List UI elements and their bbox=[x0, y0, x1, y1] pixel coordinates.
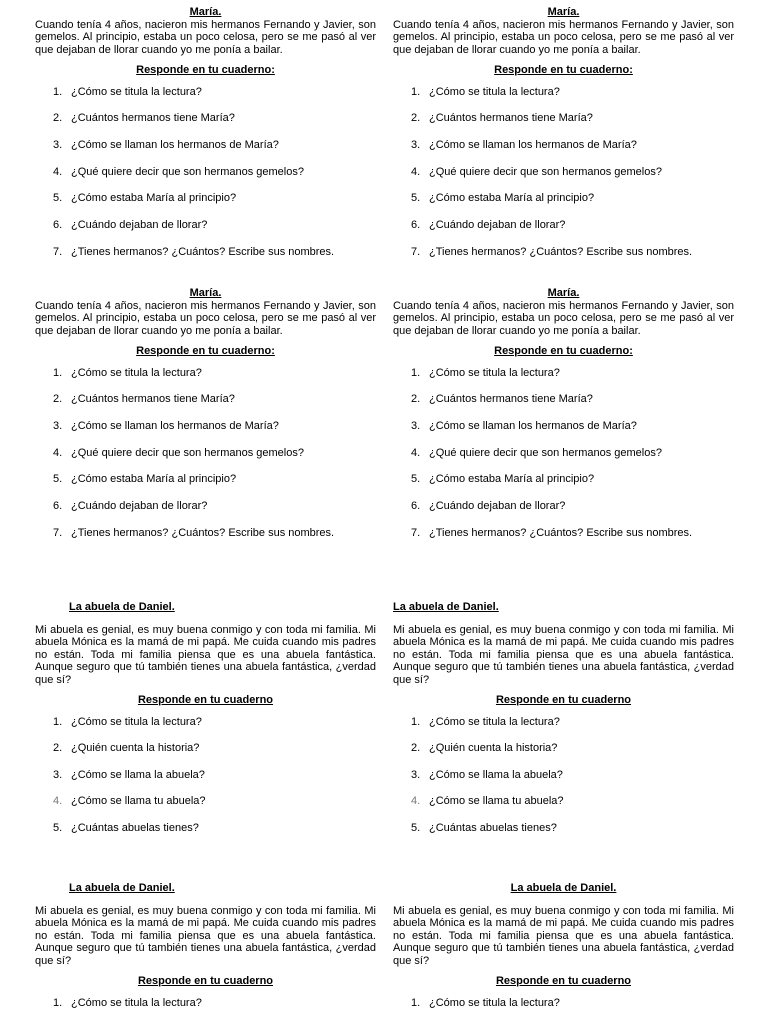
question-item: 1. ¿Cómo se titula la lectura? bbox=[53, 997, 202, 1010]
story-title: La abuela de Daniel. bbox=[69, 601, 175, 613]
question-item: 5. ¿Cuántas abuelas tienes? bbox=[411, 822, 557, 835]
story-text: Mi abuela es genial, es muy buena conmigo y con toda mi familia. Mi abuela Mónica es la mamá de mi papá. Me cuida cuando mis padres no están. Toda mi familia piensa que es una abuela fantástica. Aunque seguro que tú también tienes una abuela fantástica, ¿verdad que sí? bbox=[35, 624, 376, 686]
abuela-block-2 bbox=[393, 601, 734, 841]
question-item: 6. ¿Cuándo dejaban de llorar? bbox=[53, 500, 208, 513]
question-item: 3. ¿Cómo se llaman los hermanos de María? bbox=[53, 138, 279, 151]
story-text: Mi abuela es genial, es muy buena conmigo y con toda mi familia. Mi abuela Mónica es la mamá de mi papá. Me cuida cuando mis padres no están. Toda mi familia piensa que es una abuela fantástica. Aunque seguro que tú también tienes una abuela fantástica, ¿verdad que sí? bbox=[35, 905, 376, 967]
question-item: 2. ¿Cuántos hermanos tiene María? bbox=[411, 393, 593, 406]
instructions: Responde en tu cuaderno bbox=[495, 975, 632, 988]
instructions: Responde en tu cuaderno: bbox=[494, 345, 633, 358]
instructions: Responde en tu cuaderno: bbox=[494, 64, 633, 77]
maria-block-2 bbox=[393, 6, 734, 265]
question-item: 1. ¿Cómo se titula la lectura? bbox=[411, 367, 560, 380]
story-text: Cuando tenía 4 años, nacieron mis hermanos Fernando y Javier, son gemelos. Al principio, estaba un poco celosa, pero se me pasó al ver que dejaban de llorar cuando yo me ponía a bailar. bbox=[35, 300, 376, 337]
story-title: La abuela de Daniel. bbox=[69, 882, 175, 894]
question-item: 7. ¿Tienes hermanos? ¿Cuántos? Escribe sus nombres. bbox=[53, 527, 335, 539]
question-list bbox=[35, 988, 376, 1015]
question-list bbox=[393, 988, 734, 1015]
question-item: 2. ¿Cuántos hermanos tiene María? bbox=[411, 112, 593, 125]
story-title: La abuela de Daniel. bbox=[510, 882, 617, 894]
question-item: 7. ¿Tienes hermanos? ¿Cuántos? Escribe sus nombres. bbox=[411, 527, 693, 539]
story-text: Cuando tenía 4 años, nacieron mis hermanos Fernando y Javier, son gemelos. Al principio, estaba un poco celosa, pero se me pasó al ver que dejaban de llorar cuando yo me ponía a bailar. bbox=[35, 19, 376, 56]
question-item: 3. ¿Cómo se llaman los hermanos de María? bbox=[53, 419, 279, 432]
question-item: 4. ¿Qué quiere decir que son hermanos gemelos? bbox=[53, 446, 304, 459]
instructions: Responde en tu cuaderno bbox=[137, 694, 274, 707]
question-item: 4. ¿Qué quiere decir que son hermanos gemelos? bbox=[411, 165, 662, 178]
question-item: 3. ¿Cómo se llama la abuela? bbox=[411, 768, 563, 781]
question-item: 5. ¿Cómo estaba María al principio? bbox=[411, 192, 595, 205]
question-item: 5. ¿Cuántas abuelas tienes? bbox=[53, 822, 199, 835]
question-item: 4. ¿Qué quiere decir que son hermanos gemelos? bbox=[411, 446, 662, 459]
question-item: 5. ¿Cómo estaba María al principio? bbox=[53, 473, 237, 486]
maria-block-4 bbox=[393, 287, 734, 546]
question-list bbox=[35, 77, 376, 265]
maria-block-3 bbox=[35, 287, 376, 546]
abuela-block-1 bbox=[35, 601, 376, 841]
question-item: 2. ¿Cuántos hermanos tiene María? bbox=[53, 393, 235, 406]
question-item: 1. ¿Cómo se titula la lectura? bbox=[411, 997, 560, 1010]
question-item: 3. ¿Cómo se llaman los hermanos de María? bbox=[411, 138, 637, 151]
story-title: María. bbox=[189, 6, 222, 18]
question-item: 1. ¿Cómo se titula la lectura? bbox=[53, 86, 202, 99]
question-item: 6. ¿Cuándo dejaban de llorar? bbox=[411, 219, 566, 232]
story-text: Cuando tenía 4 años, nacieron mis hermanos Fernando y Javier, son gemelos. Al principio, estaba un poco celosa, pero se me pasó al ver que dejaban de llorar cuando yo me ponía a bailar. bbox=[393, 19, 734, 56]
question-item: 2. ¿Cuántos hermanos tiene María? bbox=[53, 112, 235, 125]
question-list bbox=[393, 707, 734, 841]
story-text: Mi abuela es genial, es muy buena conmigo y con toda mi familia. Mi abuela Mónica es la mamá de mi papá. Me cuida cuando mis padres no están. Toda mi familia piensa que es una abuela fantástica. Aunque seguro que tú también tienes una abuela fantástica, ¿verdad que sí? bbox=[393, 905, 734, 967]
story-title: La abuela de Daniel. bbox=[393, 601, 499, 613]
question-item: 1. ¿Cómo se titula la lectura? bbox=[53, 367, 202, 380]
instructions: Responde en tu cuaderno bbox=[137, 975, 274, 988]
question-list bbox=[35, 358, 376, 546]
question-item: 6. ¿Cuándo dejaban de llorar? bbox=[411, 500, 566, 513]
question-item: 5. ¿Cómo estaba María al principio? bbox=[411, 473, 595, 486]
question-list bbox=[393, 358, 734, 546]
abuela-block-3 bbox=[35, 882, 376, 1015]
instructions: Responde en tu cuaderno bbox=[495, 694, 632, 707]
question-item: 1. ¿Cómo se titula la lectura? bbox=[411, 716, 560, 729]
instructions: Responde en tu cuaderno: bbox=[136, 64, 275, 77]
question-item: 1. ¿Cómo se titula la lectura? bbox=[53, 716, 202, 729]
question-item: 2. ¿Quién cuenta la historia? bbox=[411, 741, 558, 754]
question-item: 4. ¿Cómo se llama tu abuela? bbox=[411, 795, 564, 808]
question-item: 3. ¿Cómo se llama la abuela? bbox=[53, 768, 205, 781]
question-item: 6. ¿Cuándo dejaban de llorar? bbox=[53, 219, 208, 232]
maria-block-1 bbox=[35, 6, 376, 265]
story-text: Cuando tenía 4 años, nacieron mis hermanos Fernando y Javier, son gemelos. Al principio, estaba un poco celosa, pero se me pasó al ver que dejaban de llorar cuando yo me ponía a bailar. bbox=[393, 300, 734, 337]
question-item: 5. ¿Cómo estaba María al principio? bbox=[53, 192, 237, 205]
question-item: 7. ¿Tienes hermanos? ¿Cuántos? Escribe sus nombres. bbox=[53, 246, 335, 258]
question-item: 2. ¿Quién cuenta la historia? bbox=[53, 741, 200, 754]
story-title: María. bbox=[547, 6, 580, 18]
story-title: María. bbox=[547, 287, 580, 299]
story-text: Mi abuela es genial, es muy buena conmigo y con toda mi familia. Mi abuela Mónica es la mamá de mi papá. Me cuida cuando mis padres no están. Toda mi familia piensa que es una abuela fantástica. Aunque seguro que tú también tienes una abuela fantástica, ¿verdad que sí? bbox=[393, 624, 734, 686]
question-list bbox=[35, 707, 376, 841]
abuela-block-4 bbox=[393, 882, 734, 1015]
instructions: Responde en tu cuaderno: bbox=[136, 345, 275, 358]
question-item: 4. ¿Cómo se llama tu abuela? bbox=[53, 795, 206, 808]
story-title: María. bbox=[189, 287, 222, 299]
question-item: 4. ¿Qué quiere decir que son hermanos gemelos? bbox=[53, 165, 304, 178]
question-item: 1. ¿Cómo se titula la lectura? bbox=[411, 86, 560, 99]
question-item: 7. ¿Tienes hermanos? ¿Cuántos? Escribe sus nombres. bbox=[411, 246, 693, 258]
question-item: 3. ¿Cómo se llaman los hermanos de María? bbox=[411, 419, 637, 432]
question-list bbox=[393, 77, 734, 265]
